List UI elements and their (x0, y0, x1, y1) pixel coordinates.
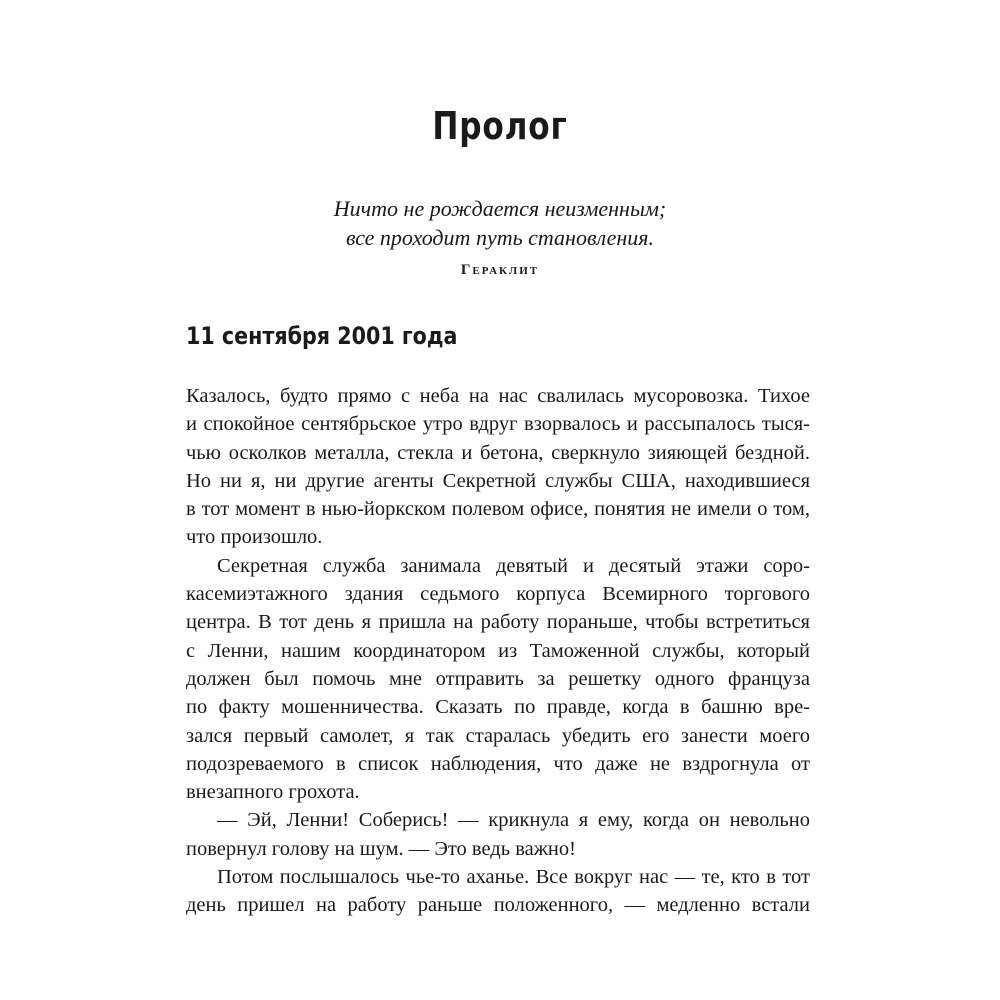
text-line: Потом послышалось чье-то аханье. Все вокруг нас — те, кто в тот (217, 866, 810, 889)
text-line: с Ленни, нашим координатором из Таможенной службы, который (186, 639, 810, 662)
section-heading: 11 сентября 2001 года (186, 322, 458, 350)
epigraph-author: Гераклит (460, 262, 540, 278)
text-line: внезапного грохота. (186, 781, 360, 804)
text-line: должен был помочь мне отправить за решетку одного француза (186, 667, 810, 690)
text-line: Казалось, будто прямо с неба на нас свалилась мусоровозка. Тихое (186, 385, 810, 407)
epigraph-line: все проходит путь становления. (345, 225, 655, 250)
text-line: зался первый самолет, я так старалась убедить его занести моего (186, 724, 810, 747)
chapter-title: Пролог (432, 104, 568, 148)
text-line: по факту мошенничества. Сказать по правде, когда в башню вре- (186, 696, 810, 719)
text-line: день пришел на работу раньше положенного, — медленно встали (186, 894, 810, 917)
text-line: чью осколков металла, стекла и бетона, сверкнуло зияющей бездной. (186, 441, 810, 464)
text-line: и спокойное сентябрьское утро вдруг взорвалось и рассыпалось тыся- (186, 413, 810, 436)
text-line: центра. В тот день я пришла на работу пораньше, чтобы встретиться (186, 611, 810, 634)
body-text (186, 382, 810, 920)
text-line: в тот момент в нью-йоркском полевом офисе, понятия не имели о том, (186, 498, 810, 521)
text-line: подозреваемого в список наблюдения, что даже не вздрогнула от (186, 752, 810, 775)
text-line: Но ни я, ни другие агенты Секретной службы США, находившиеся (186, 469, 810, 492)
text-line: повернул голову на шум. — Это ведь важно! (186, 837, 576, 860)
epigraph-line: Ничто не рождается неизменным; (333, 196, 667, 221)
text-line: Секретная служба занимала девятый и десятый этажи соро- (217, 554, 810, 577)
text-line: касемиэтажного здания седьмого корпуса Всемирного торгового (186, 583, 810, 606)
epigraph (0, 194, 1000, 285)
text-line: что произошло. (186, 526, 323, 549)
text-line: — Эй, Ленни! Соберись! — крикнула я ему, когда он невольно (217, 809, 810, 832)
